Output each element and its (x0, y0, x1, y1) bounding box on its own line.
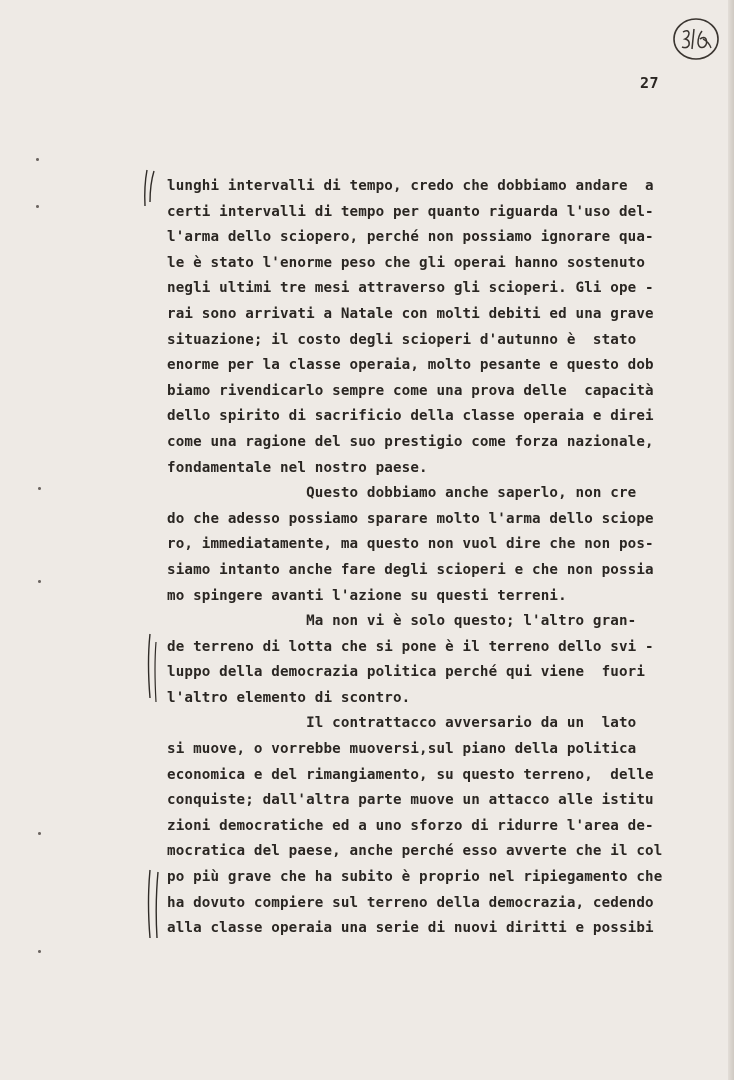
text-line: Questo dobbiamo anche saperlo, non cre (167, 485, 637, 502)
text-line: zioni democratiche ed a uno sforzo di ridurre l'area de- (167, 817, 654, 834)
page-number: 27 (640, 74, 660, 92)
margin-mark-top (141, 168, 157, 208)
text-line: rai sono arrivati a Natale con molti debiti ed una grave (167, 305, 654, 322)
text-line: luppo della democrazia politica perché qui viene fuori (167, 664, 646, 681)
margin-dot (38, 580, 41, 583)
text-line: negli ultimi tre mesi attraverso gli scioperi. Gli ope - (167, 280, 654, 297)
text-line: siamo intanto anche fare degli scioperi e che non possia (167, 561, 654, 578)
text-line: ha dovuto compiere sul terreno della democrazia, cedendo (167, 894, 654, 911)
text-line: alla classe operaia una serie di nuovi diritti e possibi (167, 920, 654, 937)
text-line: le è stato l'enorme peso che gli operai hanno sostenuto (167, 254, 646, 271)
text-line: lunghi intervalli di tempo, credo che dobbiamo andare a (167, 178, 654, 194)
margin-dot (38, 832, 41, 835)
text-line: si muove, o vorrebbe muoversi,sul piano della politica (167, 741, 637, 758)
text-line: situazione; il costo degli scioperi d'autunno è stato (167, 331, 637, 348)
text-line: l'arma dello sciopero, perché non possiamo ignorare qua- (167, 229, 654, 246)
text-line: ro, immediatamente, ma questo non vuol dire che non pos- (167, 536, 654, 553)
margin-mark-middle (144, 632, 166, 704)
text-line: biamo rivendicarlo sempre come una prova delle capacità (167, 382, 654, 399)
margin-dot (36, 205, 39, 208)
margin-dot (38, 487, 41, 490)
text-line: po più grave che ha subito è proprio nel ripiegamento che (167, 869, 663, 886)
typed-text-block (167, 174, 677, 942)
text-line: mocratica del paese, anche perché esso avverte che il col (167, 843, 663, 860)
text-line: economica e del rimangiamento, su questo terreno, delle (167, 766, 654, 783)
text-line: dello spirito di sacrificio della classe operaia e direi (167, 408, 654, 425)
text-line: come una ragione del suo prestigio come forza nazionale, (167, 433, 654, 450)
margin-dot (38, 950, 41, 953)
text-line: do che adesso possiamo sparare molto l'arma dello sciope (167, 510, 654, 527)
margin-dot (36, 158, 39, 161)
text-line: Ma non vi è solo questo; l'altro gran- (167, 613, 637, 630)
margin-mark-bottom (144, 868, 166, 940)
text-line: fondamentale nel nostro paese. (167, 459, 428, 476)
page-edge-shadow (728, 0, 734, 1080)
text-line: Il contrattacco avversario da un lato (167, 715, 637, 732)
text-line: l'altro elemento di scontro. (167, 689, 411, 706)
archive-stamp (671, 16, 721, 62)
text-line: conquiste; dall'altra parte muove un attacco alle istitu (167, 792, 654, 809)
text-line: mo spingere avanti l'azione su questi terreni. (167, 587, 567, 604)
text-line: enorme per la classe operaia, molto pesante e questo dob (167, 357, 654, 374)
text-line: certi intervalli di tempo per quanto riguarda l'uso del- (167, 203, 654, 220)
text-line: de terreno di lotta che si pone è il terreno dello svi - (167, 638, 654, 655)
